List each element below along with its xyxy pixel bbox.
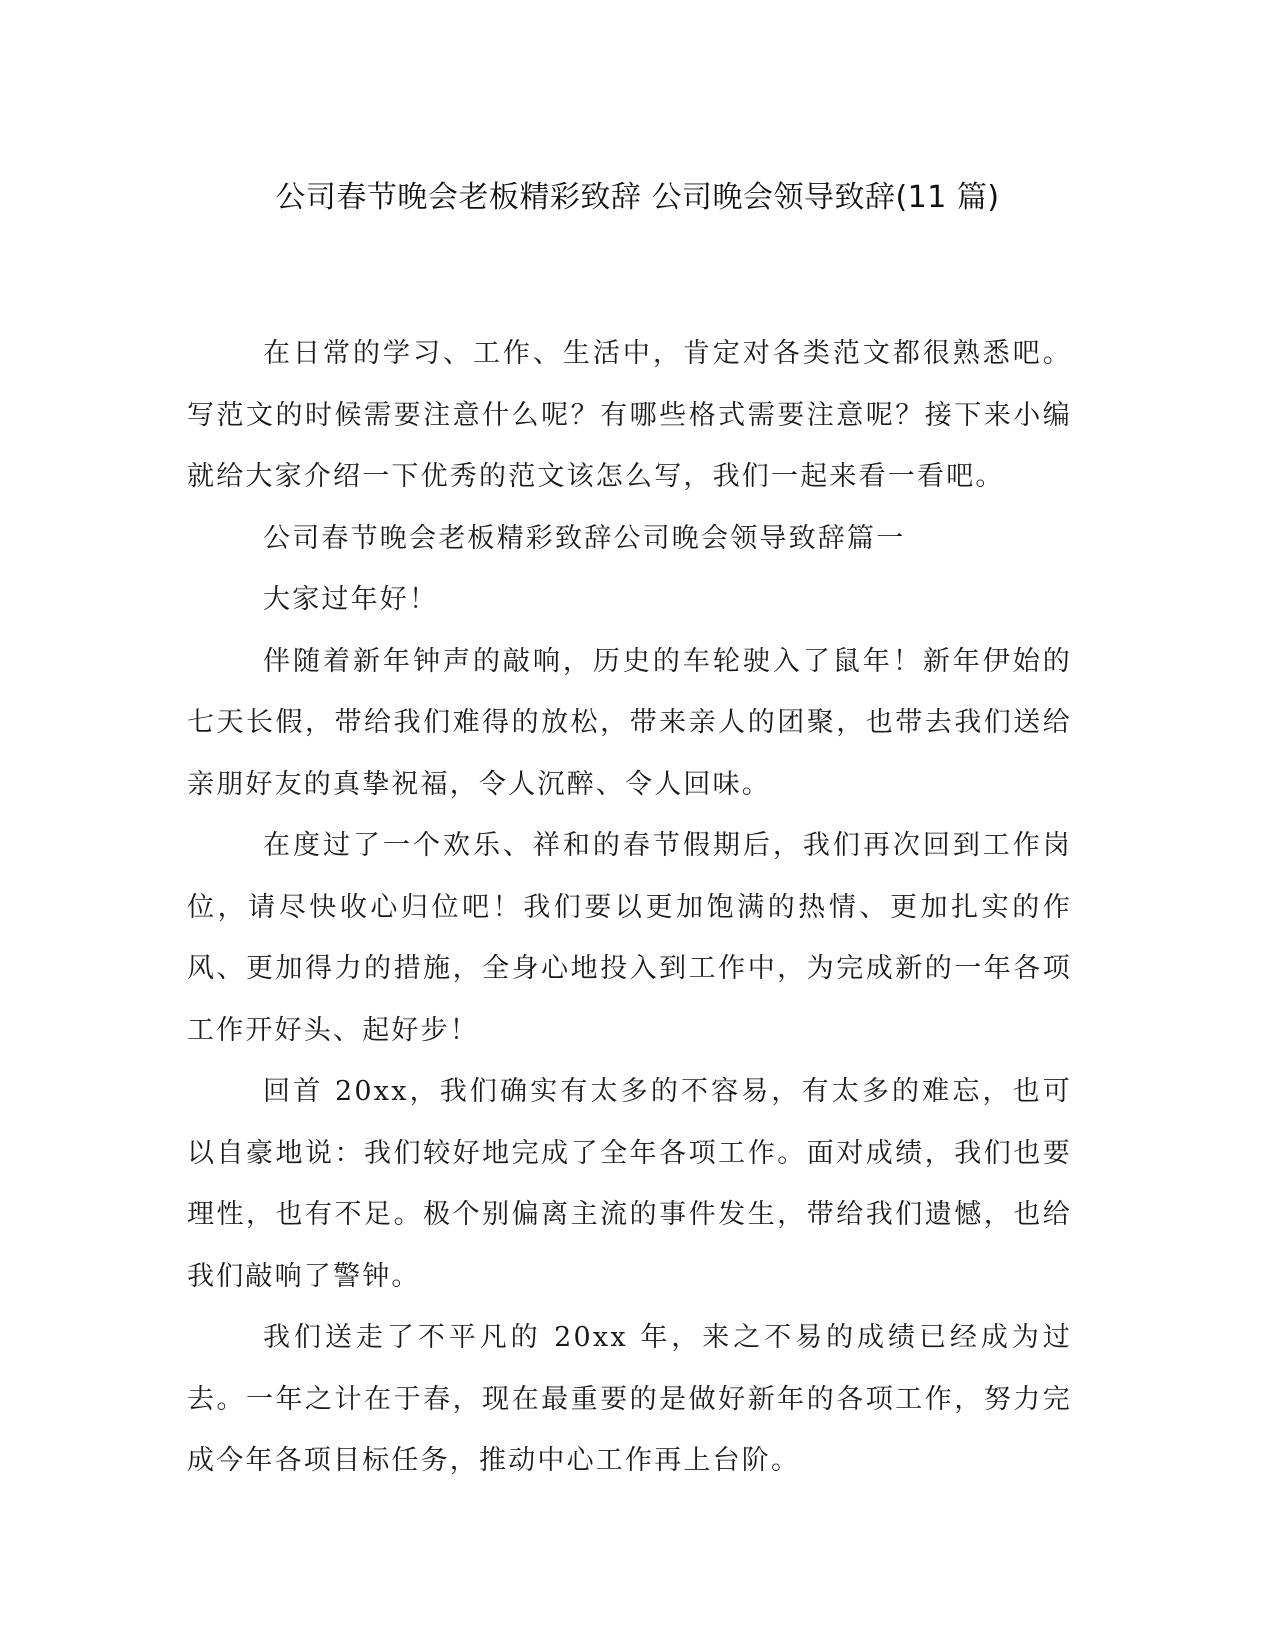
- greeting-paragraph: 大家过年好！: [263, 584, 439, 615]
- document-title: 公司春节晚会老板精彩致辞 公司晚会领导致辞(11 篇): [275, 180, 1000, 215]
- intro-paragraph: 在日常的学习、工作、生活中，肯定对各类范文都很熟悉吧。写范文的时候需要注意什么呢？有哪些格式需要注意呢？接下来小编就给大家介绍一下优秀的范文该怎么写，我们一起来看一看吧。: [187, 338, 1072, 492]
- document-body: [187, 323, 1072, 1492]
- section-heading: 公司春节晚会老板精彩致辞公司晚会领导致辞篇一: [263, 522, 906, 554]
- body-paragraph: 伴随着新年钟声的敲响，历史的车轮驶入了鼠年！新年伊始的七天长假，带给我们难得的放松，带来亲人的团聚，也带去我们送给亲朋好友的真挚祝福，令人沉醉、令人回味。: [187, 645, 1072, 800]
- body-paragraph: 我们送走了不平凡的 20xx 年，来之不易的成绩已经成为过去。一年之计在于春，现在最重要的是做好新年的各项工作，努力完成今年各项目标任务，推动中心工作再上台阶。: [187, 1322, 1072, 1476]
- body-paragraph: 回首 20xx，我们确实有太多的不容易，有太多的难忘，也可以自豪地说：我们较好地完成了全年各项工作。面对成绩，我们也要理性，也有不足。极个别偏离主流的事件发生，带给我们遗憾，也给我们敲响了警钟。: [187, 1076, 1072, 1292]
- body-paragraph: 在度过了一个欢乐、祥和的春节假期后，我们再次回到工作岗位，请尽快收心归位吧！我们要以更加饱满的热情、更加扎实的作风、更加得力的措施，全身心地投入到工作中，为完成新的一年各项工作开好头、起好步！: [187, 830, 1072, 1046]
